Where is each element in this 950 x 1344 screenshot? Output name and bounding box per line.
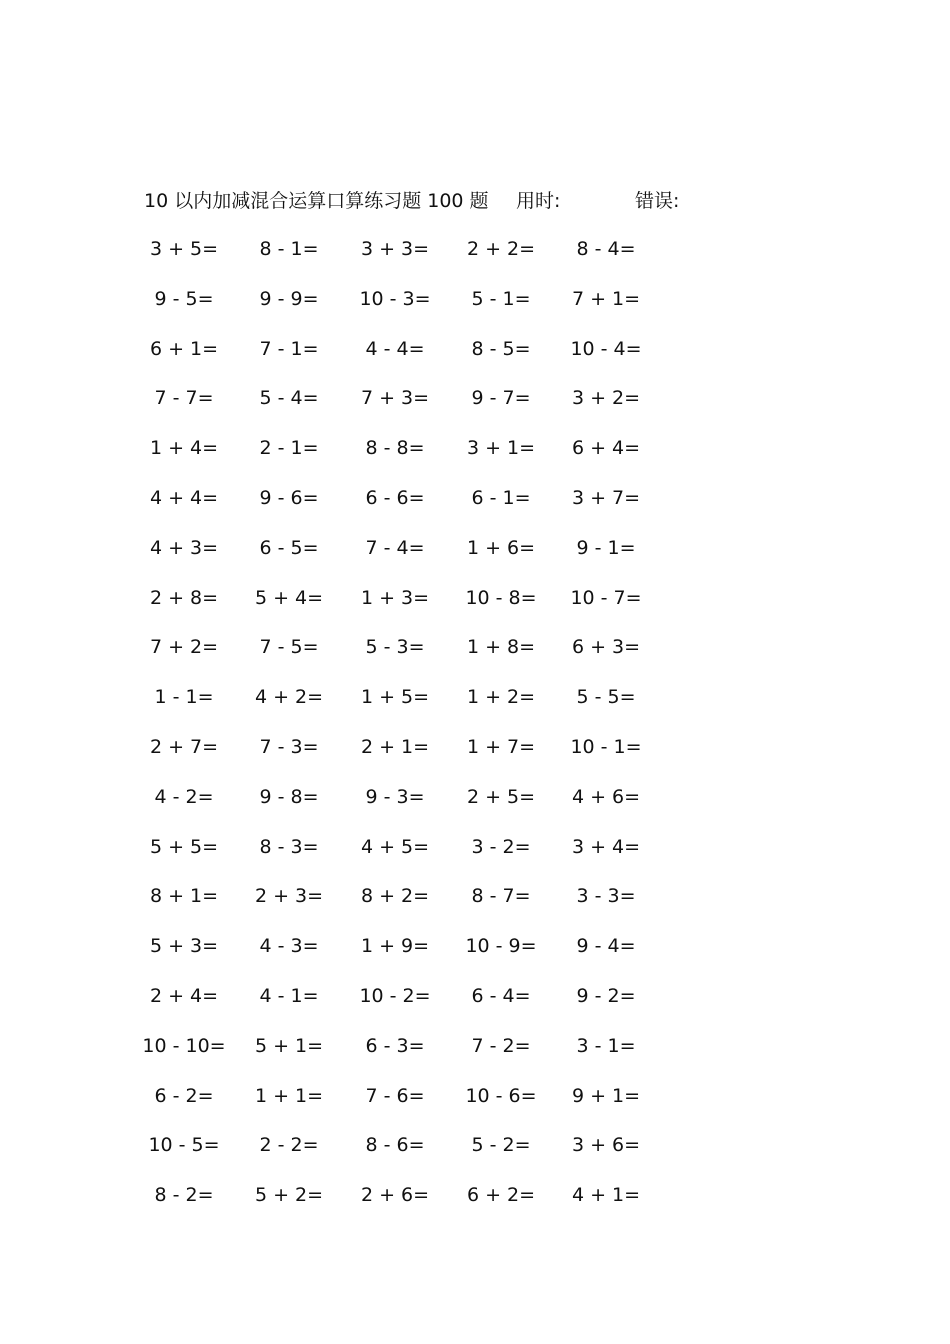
math-problem: 6 - 2= bbox=[154, 1084, 214, 1107]
math-problem: 5 + 1= bbox=[254, 1034, 324, 1057]
math-problem: 8 - 2= bbox=[154, 1184, 214, 1207]
problem-grid bbox=[0, 234, 950, 1230]
math-problem: 9 - 5= bbox=[154, 287, 214, 310]
math-problem: 2 + 3= bbox=[254, 885, 324, 908]
math-problem: 9 - 6= bbox=[259, 486, 319, 509]
math-problem: 1 + 4= bbox=[149, 437, 219, 460]
math-problem: 10 - 5= bbox=[148, 1134, 220, 1157]
math-problem: 4 - 3= bbox=[259, 935, 319, 958]
math-problem: 1 + 9= bbox=[360, 935, 430, 958]
math-problem: 10 - 1= bbox=[570, 735, 642, 758]
worksheet-title: 10 以内加减混合运算口算练习题 100 题 bbox=[144, 190, 489, 212]
math-problem: 1 + 1= bbox=[254, 1084, 324, 1107]
problem-row bbox=[0, 881, 950, 931]
math-problem: 2 + 8= bbox=[149, 586, 219, 609]
math-problem: 9 - 7= bbox=[471, 387, 531, 410]
math-problem: 7 - 3= bbox=[259, 735, 319, 758]
math-problem: 2 + 1= bbox=[360, 735, 430, 758]
problem-row bbox=[0, 1081, 950, 1131]
math-problem: 7 - 2= bbox=[471, 1034, 531, 1057]
math-problem: 8 - 7= bbox=[471, 885, 531, 908]
math-problem: 5 - 3= bbox=[365, 636, 425, 659]
math-problem: 10 - 3= bbox=[359, 287, 431, 310]
math-problem: 3 + 7= bbox=[571, 486, 641, 509]
math-problem: 2 - 2= bbox=[259, 1134, 319, 1157]
math-problem: 5 + 4= bbox=[254, 586, 324, 609]
math-problem: 8 - 5= bbox=[471, 337, 531, 360]
math-problem: 6 - 1= bbox=[471, 486, 531, 509]
math-problem: 4 + 5= bbox=[360, 835, 430, 858]
math-problem: 10 - 6= bbox=[465, 1084, 537, 1107]
math-problem: 7 - 1= bbox=[259, 337, 319, 360]
math-problem: 2 + 6= bbox=[360, 1184, 430, 1207]
problem-row bbox=[0, 682, 950, 732]
math-problem: 4 + 6= bbox=[571, 785, 641, 808]
math-problem: 2 + 5= bbox=[466, 785, 536, 808]
math-problem: 2 + 4= bbox=[149, 984, 219, 1007]
math-problem: 8 - 8= bbox=[365, 437, 425, 460]
math-problem: 5 + 3= bbox=[149, 935, 219, 958]
math-problem: 3 - 1= bbox=[576, 1034, 636, 1057]
problem-row bbox=[0, 334, 950, 384]
math-problem: 3 + 2= bbox=[571, 387, 641, 410]
problem-row bbox=[0, 284, 950, 334]
math-problem: 6 + 3= bbox=[571, 636, 641, 659]
math-problem: 6 + 2= bbox=[466, 1184, 536, 1207]
math-problem: 7 + 3= bbox=[360, 387, 430, 410]
problem-row bbox=[0, 583, 950, 633]
problem-row bbox=[0, 1031, 950, 1081]
problem-row bbox=[0, 383, 950, 433]
math-problem: 3 - 2= bbox=[471, 835, 531, 858]
math-problem: 9 + 1= bbox=[571, 1084, 641, 1107]
math-problem: 8 - 1= bbox=[259, 238, 319, 260]
math-problem: 4 - 1= bbox=[259, 984, 319, 1007]
math-problem: 7 - 5= bbox=[259, 636, 319, 659]
math-problem: 9 - 9= bbox=[259, 287, 319, 310]
math-problem: 9 - 1= bbox=[576, 536, 636, 559]
math-problem: 9 - 2= bbox=[576, 984, 636, 1007]
math-problem: 10 - 9= bbox=[465, 935, 537, 958]
math-problem: 3 - 3= bbox=[576, 885, 636, 908]
math-problem: 5 + 2= bbox=[254, 1184, 324, 1207]
math-problem: 9 - 3= bbox=[365, 785, 425, 808]
math-problem: 8 - 3= bbox=[259, 835, 319, 858]
problem-row bbox=[0, 433, 950, 483]
math-problem: 10 - 7= bbox=[570, 586, 642, 609]
problem-row bbox=[0, 234, 950, 284]
problem-row bbox=[0, 931, 950, 981]
math-problem: 10 - 2= bbox=[359, 984, 431, 1007]
math-problem: 3 + 5= bbox=[149, 238, 219, 260]
math-problem: 4 - 2= bbox=[154, 785, 214, 808]
problem-row bbox=[0, 533, 950, 583]
math-problem: 2 + 2= bbox=[466, 238, 536, 260]
math-problem: 2 + 7= bbox=[149, 735, 219, 758]
math-problem: 4 + 3= bbox=[149, 536, 219, 559]
math-problem: 1 + 5= bbox=[360, 686, 430, 709]
math-problem: 4 - 4= bbox=[365, 337, 425, 360]
math-problem: 1 + 6= bbox=[466, 536, 536, 559]
problem-row bbox=[0, 1180, 950, 1230]
problem-row bbox=[0, 732, 950, 782]
math-problem: 1 - 1= bbox=[154, 686, 214, 709]
problem-row bbox=[0, 632, 950, 682]
math-problem: 5 - 1= bbox=[471, 287, 531, 310]
math-problem: 1 + 3= bbox=[360, 586, 430, 609]
errors-label: 错误: bbox=[635, 190, 680, 212]
math-problem: 4 + 2= bbox=[254, 686, 324, 709]
math-problem: 1 + 2= bbox=[466, 686, 536, 709]
math-problem: 5 - 5= bbox=[576, 686, 636, 709]
math-problem: 6 - 4= bbox=[471, 984, 531, 1007]
math-problem: 3 + 6= bbox=[571, 1134, 641, 1157]
math-problem: 7 + 2= bbox=[149, 636, 219, 659]
math-problem: 6 - 3= bbox=[365, 1034, 425, 1057]
problem-row bbox=[0, 782, 950, 832]
math-problem: 6 - 6= bbox=[365, 486, 425, 509]
problem-row bbox=[0, 832, 950, 882]
math-problem: 5 - 2= bbox=[471, 1134, 531, 1157]
math-problem: 9 - 8= bbox=[259, 785, 319, 808]
math-problem: 2 - 1= bbox=[259, 437, 319, 460]
problem-row bbox=[0, 1130, 950, 1180]
math-problem: 4 + 4= bbox=[149, 486, 219, 509]
math-problem: 8 + 2= bbox=[360, 885, 430, 908]
math-problem: 1 + 7= bbox=[466, 735, 536, 758]
math-problem: 8 - 4= bbox=[576, 238, 636, 260]
problem-row bbox=[0, 483, 950, 533]
math-problem: 9 - 4= bbox=[576, 935, 636, 958]
math-problem: 7 - 4= bbox=[365, 536, 425, 559]
math-problem: 10 - 4= bbox=[570, 337, 642, 360]
problem-row bbox=[0, 981, 950, 1031]
math-problem: 6 + 4= bbox=[571, 437, 641, 460]
math-problem: 7 + 1= bbox=[571, 287, 641, 310]
math-problem: 4 + 1= bbox=[571, 1184, 641, 1207]
math-problem: 10 - 8= bbox=[465, 586, 537, 609]
math-problem: 10 - 10= bbox=[142, 1034, 226, 1057]
math-problem: 6 + 1= bbox=[149, 337, 219, 360]
time-used-label: 用时: bbox=[516, 190, 561, 212]
math-problem: 1 + 8= bbox=[466, 636, 536, 659]
math-problem: 5 + 5= bbox=[149, 835, 219, 858]
math-problem: 7 - 7= bbox=[154, 387, 214, 410]
math-problem: 3 + 1= bbox=[466, 437, 536, 460]
math-problem: 6 - 5= bbox=[259, 536, 319, 559]
math-problem: 8 + 1= bbox=[149, 885, 219, 908]
math-problem: 7 - 6= bbox=[365, 1084, 425, 1107]
math-problem: 5 - 4= bbox=[259, 387, 319, 410]
math-problem: 3 + 4= bbox=[571, 835, 641, 858]
math-problem: 8 - 6= bbox=[365, 1134, 425, 1157]
math-problem: 3 + 3= bbox=[360, 238, 430, 260]
